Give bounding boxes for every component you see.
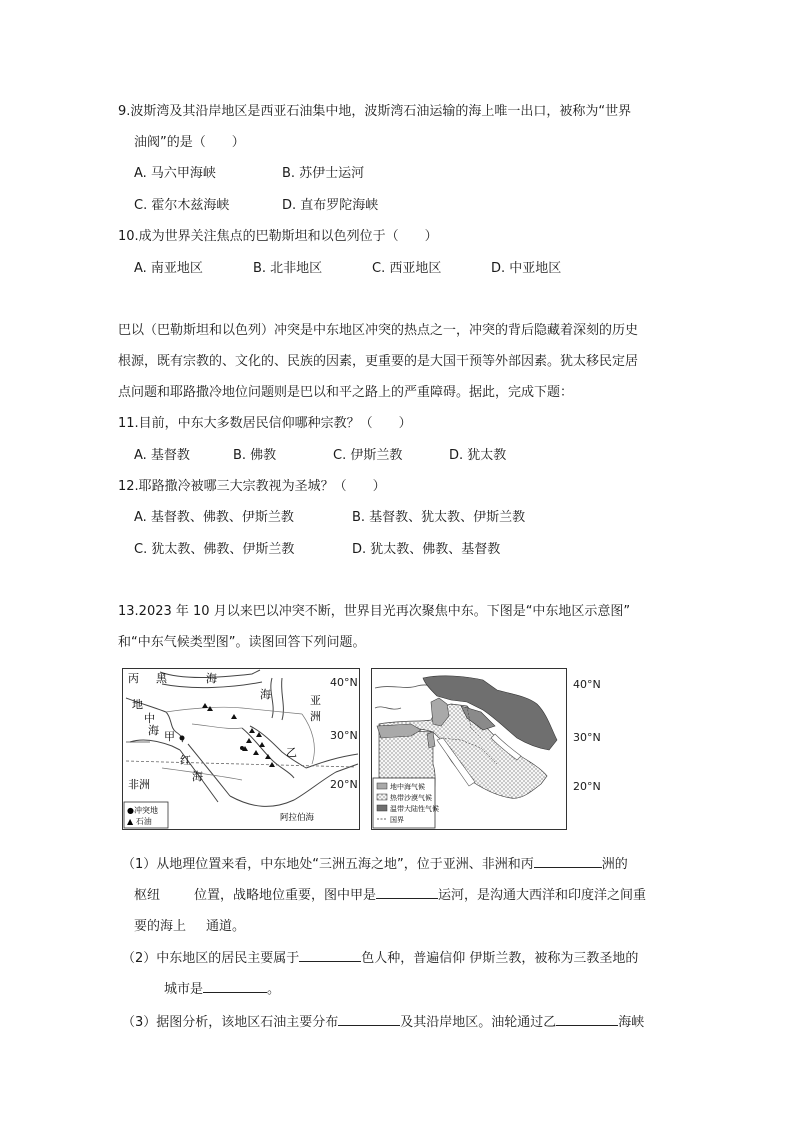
map2-legend-desert: 热带沙漠气候 [390, 794, 432, 802]
q12-option-b[interactable]: B. 基督教、犹太教、伊斯兰教 [352, 510, 526, 525]
q12-stem: 12.耶路撒冷被哪三大宗教视为圣城？（ ） [118, 479, 386, 494]
sub2-line1-text-b: 色人种，普遍信仰 伊斯兰教，被称为三教圣地的 [361, 951, 639, 966]
q12-option-c[interactable]: C. 犹太教、佛教、伊斯兰教 [134, 542, 295, 557]
map1-lat-40: 40°N [330, 676, 358, 689]
sub1-line1-text-a: （1）从地理位置来看，中东地处“三洲五海之地”，位于亚洲、非洲和丙 [122, 857, 534, 872]
map1-label-ya: 亚 [310, 694, 321, 707]
q9-option-b[interactable]: B. 苏伊士运河 [282, 166, 365, 181]
answer-blank-oil-region[interactable] [338, 1012, 400, 1026]
map1-label-di: 地 [132, 698, 143, 711]
answer-blank-strait[interactable] [556, 1012, 618, 1026]
passage-line3: 点问题和耶路撒冷地位问题则是巴以和平之路上的严重障碍。据此，完成下题： [118, 385, 574, 400]
passage-line1: 巴以（巴勒斯坦和以色列）冲突是中东地区冲突的热点之一，冲突的背后隐藏着深刻的历史 [118, 323, 639, 338]
map1-label-hai-top: 海 [206, 672, 217, 685]
q9-option-d[interactable]: D. 直布罗陀海峡 [282, 198, 379, 213]
q9-option-a[interactable]: A. 马六甲海峡 [134, 166, 216, 181]
map1-label-hai-red: 海 [192, 770, 203, 783]
map1-legend-oil: ▲ 石油 [127, 817, 152, 826]
sub3-line1 [122, 1012, 644, 1031]
legend-swatch-continental [377, 805, 387, 811]
map2-lat-30: 30°N [573, 731, 601, 744]
map2-lat-40: 40°N [573, 678, 601, 691]
map1-label-hai2: 海 [260, 688, 271, 701]
q10-option-c[interactable]: C. 西亚地区 [372, 261, 442, 276]
sub3-line1-text-b: 及其沿岸地区。油轮通过乙 [400, 1015, 557, 1030]
map1-label-zhong: 中 [144, 712, 155, 725]
map1-label-feizhou: 非洲 [128, 778, 150, 791]
sub3-line1-text-c: 海峡 [618, 1015, 645, 1030]
q13-line1: 13.2023 年 10 月以来巴以冲突不断，世界目光再次聚焦中东。下图是“中东地区示意图” [118, 604, 631, 619]
middle-east-map [122, 668, 360, 830]
map2-legend-mediterranean: 地中海气候 [390, 783, 425, 791]
map1-label-bing: 丙 [128, 672, 139, 685]
q10-option-a[interactable]: A. 南亚地区 [134, 261, 203, 276]
legend-swatch-desert [377, 794, 387, 800]
sub2-line2 [164, 979, 280, 998]
answer-blank-race[interactable] [299, 948, 361, 962]
q11-stem: 11.目前，中东大多数居民信仰哪种宗教？（ ） [118, 416, 412, 431]
sub1-line2-text-a: 枢纽 [134, 888, 161, 903]
map1-legend-conflict: ●冲突地 [127, 806, 158, 815]
sub2-line2-text-b: 。 [267, 982, 281, 997]
q9-option-c[interactable]: C. 霍尔木兹海峡 [134, 198, 230, 213]
q13-line2: 和“中东气候类型图”。读图回答下列问题。 [118, 635, 366, 650]
sub1-line2-text-b: 位置，战略地位重要，图中甲是 [194, 888, 377, 903]
q10-option-d[interactable]: D. 中亚地区 [491, 261, 562, 276]
map2-legend-continental: 温带大陆性气候 [390, 805, 439, 813]
q11-option-d[interactable]: D. 犹太教 [449, 448, 507, 463]
q9-stem-line1: 9.波斯湾及其沿岸地区是西亚石油集中地，波斯湾石油运输的海上唯一出口，被称为“世界 [118, 104, 632, 119]
q10-stem: 10.成为世界关注焦点的巴勒斯坦和以色列位于（ ） [118, 229, 438, 244]
q11-option-b[interactable]: B. 佛教 [233, 448, 277, 463]
q9-stem-line2: 油阀”的是（ ） [134, 135, 245, 150]
sub2-line1 [122, 948, 638, 967]
map1-label-hai3: 海 [148, 724, 159, 737]
q10-option-b[interactable]: B. 北非地区 [253, 261, 323, 276]
map2-lat-20: 20°N [573, 780, 601, 793]
map1-lat-30: 30°N [330, 729, 358, 742]
map1-label-zhou: 洲 [310, 710, 321, 723]
sub2-line2-text-a: 城市是 [164, 982, 204, 997]
sub3-line1-text-a: （3）据图分析，该地区石油主要分布 [122, 1015, 339, 1030]
map1-label-hei: 黑 [156, 672, 167, 685]
sub1-line3-text-a: 要的海上 [134, 919, 187, 934]
answer-gap-passage[interactable] [186, 916, 206, 930]
q11-option-c[interactable]: C. 伊斯兰教 [333, 448, 403, 463]
sub1-line1-text-b: 洲的 [601, 857, 628, 872]
answer-gap-hub[interactable] [160, 885, 194, 899]
q11-option-a[interactable]: A. 基督教 [134, 448, 190, 463]
legend-swatch-mediterranean [377, 783, 387, 789]
q12-option-d[interactable]: D. 犹太教、佛教、基督教 [352, 542, 501, 557]
sub1-line2 [134, 885, 646, 904]
climate-map [371, 668, 567, 830]
answer-blank-canal[interactable] [376, 885, 438, 899]
map1-label-hong: 红 [180, 754, 191, 767]
sub1-line3-text-b: 通道。 [206, 919, 246, 934]
answer-blank-continent[interactable] [534, 854, 602, 868]
answer-blank-holy-city[interactable] [203, 979, 267, 993]
sub2-line1-text-a: （2）中东地区的居民主要属于 [122, 951, 300, 966]
sub1-line1 [122, 854, 628, 873]
map1-lat-20: 20°N [330, 778, 358, 791]
passage-line2: 根源，既有宗教的、文化的、民族的因素，更重要的是大国干预等外部因素。犹太移民定居 [118, 354, 639, 369]
q12-option-a[interactable]: A. 基督教、佛教、伊斯兰教 [134, 510, 294, 525]
sub1-line2-text-c: 运河，是沟通大西洋和印度洋之间重 [438, 888, 647, 903]
map2-legend-border: 国界 [390, 816, 404, 824]
map1-label-jia: 甲 [164, 730, 175, 743]
map1-label-arabian-sea: 阿拉伯海 [280, 813, 315, 823]
map1-label-yi: 乙 [286, 746, 297, 759]
sub1-line3 [134, 916, 245, 935]
